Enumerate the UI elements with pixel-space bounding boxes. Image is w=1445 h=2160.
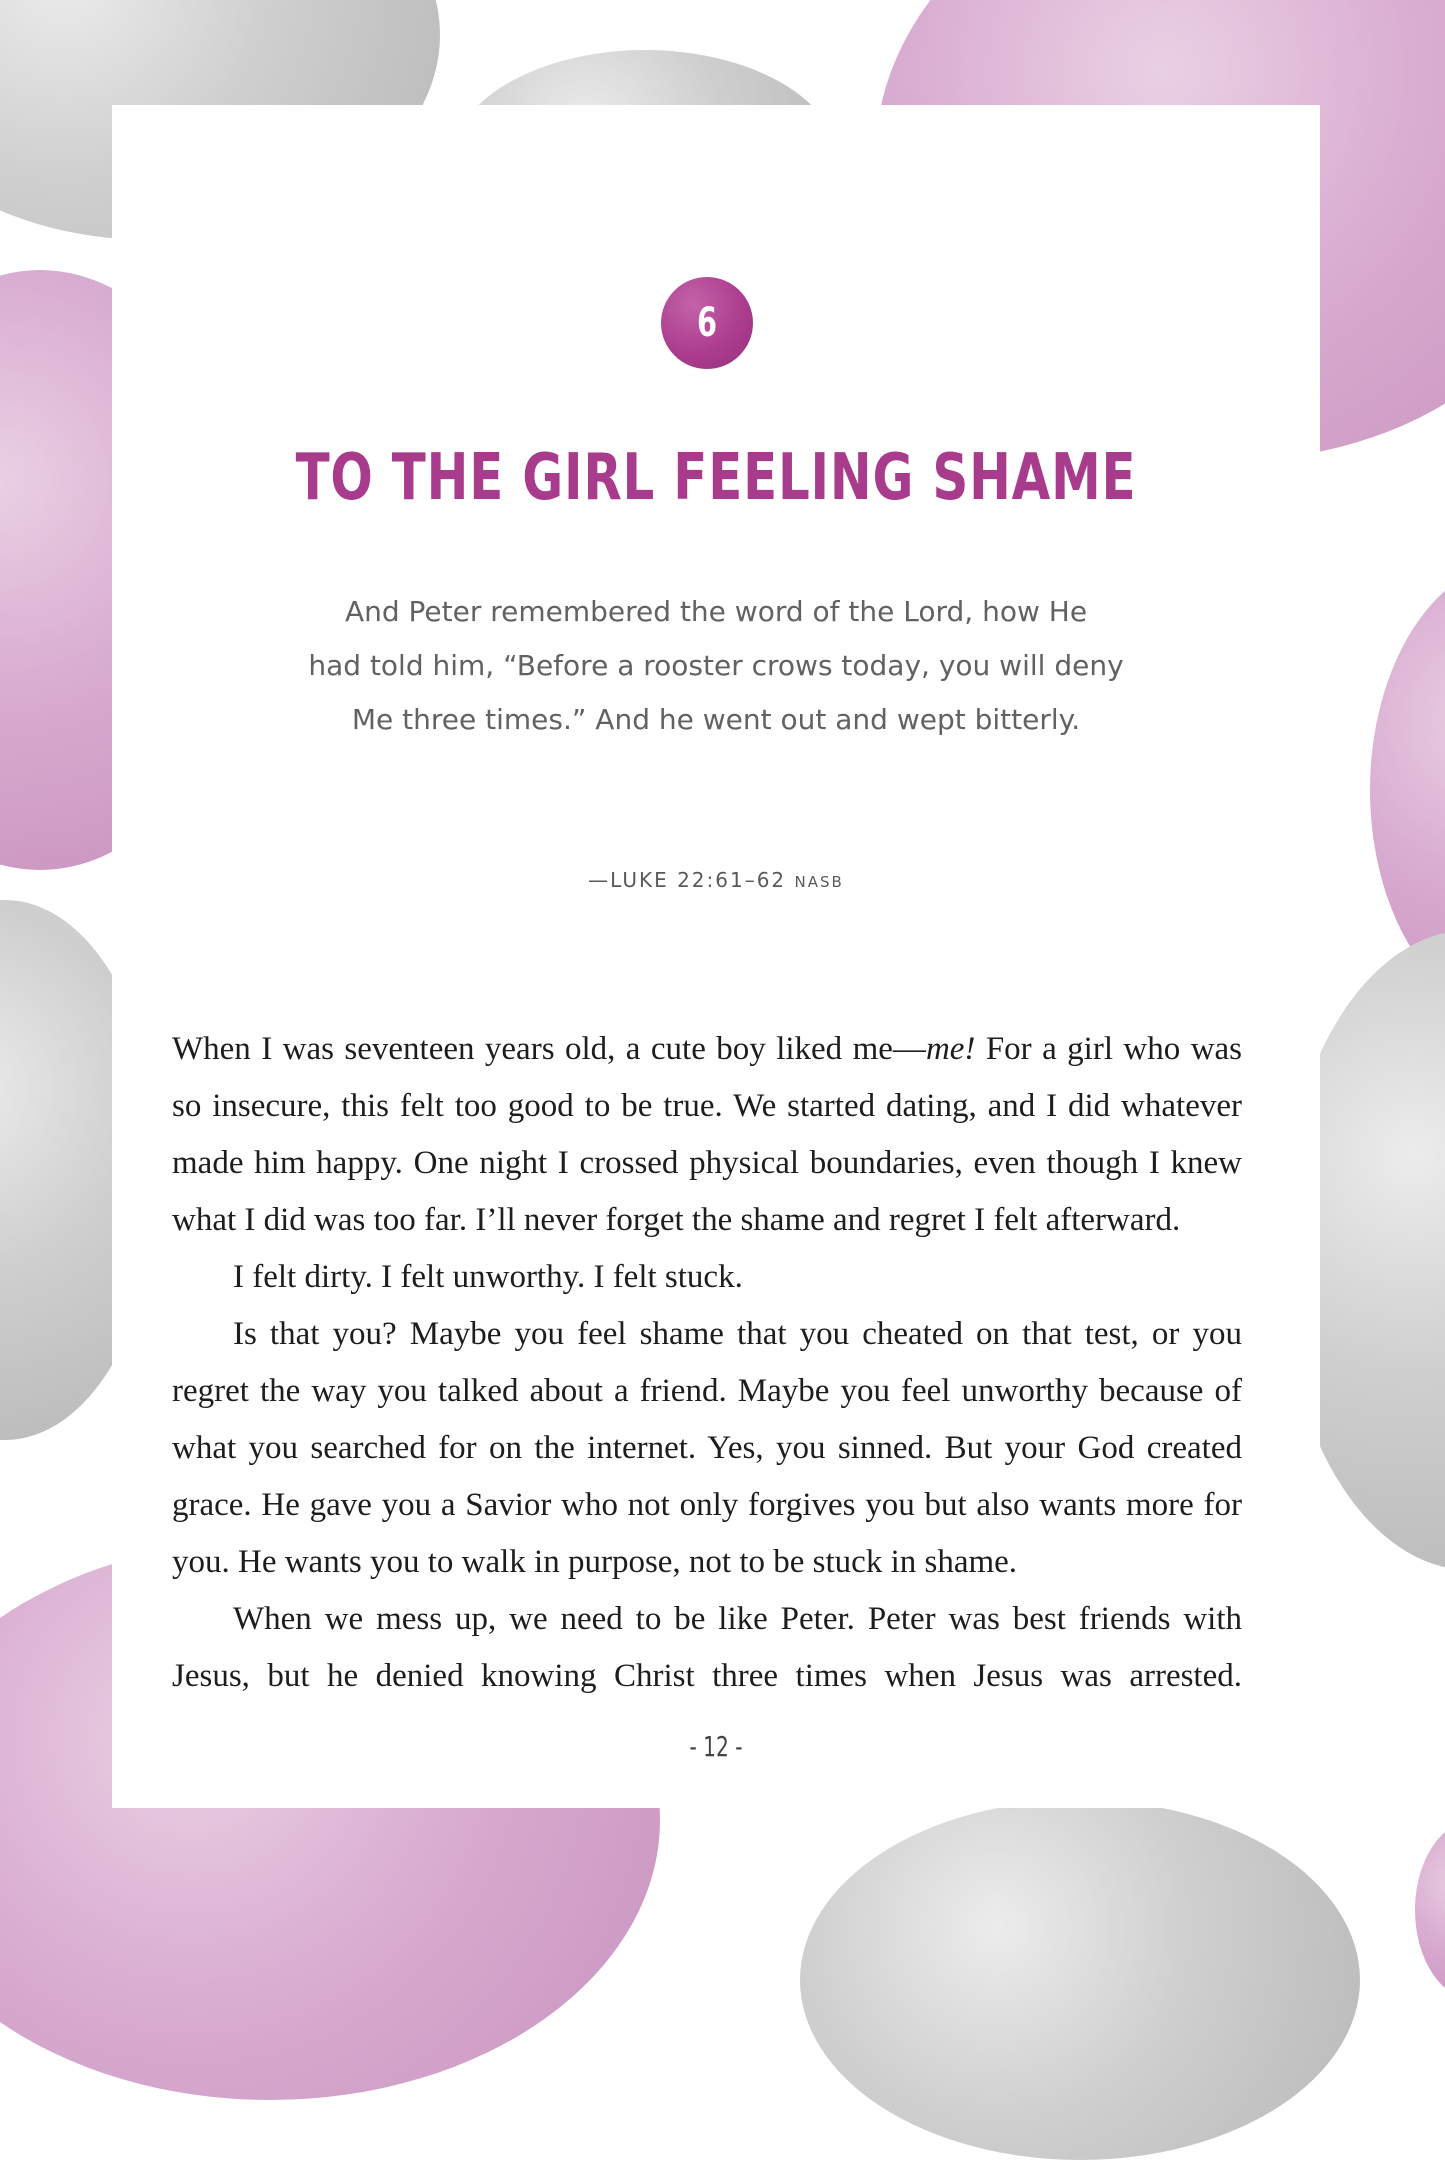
paragraph-text: When I was seventeen years old, a cute boy liked me— <box>172 1031 926 1067</box>
reference-translation: NASB <box>794 873 844 891</box>
reference-citation: —LUKE 22:61–62 <box>588 868 787 892</box>
paragraph-text: For a girl who was so insecure, this felt too good to be true. We started dating, and I did whatever made him happy. One night I crossed physical boundaries, even though I knew what I did was too far. I’ll never forget the shame and regret I felt afterward. <box>172 1031 1243 1238</box>
pink-watercolor-blob <box>1415 1820 1445 2000</box>
chapter-number-badge <box>661 277 753 369</box>
chapter-title: TO THE GIRL FEELING SHAME <box>295 441 1137 515</box>
verse-line: Me three times.” And he went out and wept bitterly. <box>351 703 1081 736</box>
paragraph: I felt dirty. I felt unworthy. I felt stuck. <box>233 1259 743 1295</box>
verse-line: And Peter remembered the word of the Lord, how He <box>344 595 1088 628</box>
chapter-number: 6 <box>696 300 718 346</box>
emphasis-text: me! <box>925 1031 976 1067</box>
paragraph <box>172 1021 1242 1249</box>
verse-reference <box>112 865 1320 897</box>
body-text <box>172 1021 1242 1705</box>
page-number: - 12 - <box>689 1730 743 1763</box>
book-page <box>112 105 1320 1808</box>
epigraph-verse <box>272 585 1160 747</box>
paragraph: When we mess up, we need to be like Peter. Peter was best friends with Jesus, but he denied knowing Christ three times when Jesus was arrested. <box>172 1601 1242 1694</box>
verse-line: had told him, “Before a rooster crows today, you will deny <box>308 649 1124 682</box>
paragraph: Is that you? Maybe you feel shame that you cheated on that test, or you regret the way you talked about a friend. Maybe you feel unworthy because of what you searched for on the internet. Yes, you sinned. But your God created grace. He gave you a Savior who not only forgives you but also wants more for you. He wants you to walk in purpose, not to be stuck in shame. <box>172 1316 1242 1580</box>
gray-watercolor-blob <box>800 1800 1360 2160</box>
